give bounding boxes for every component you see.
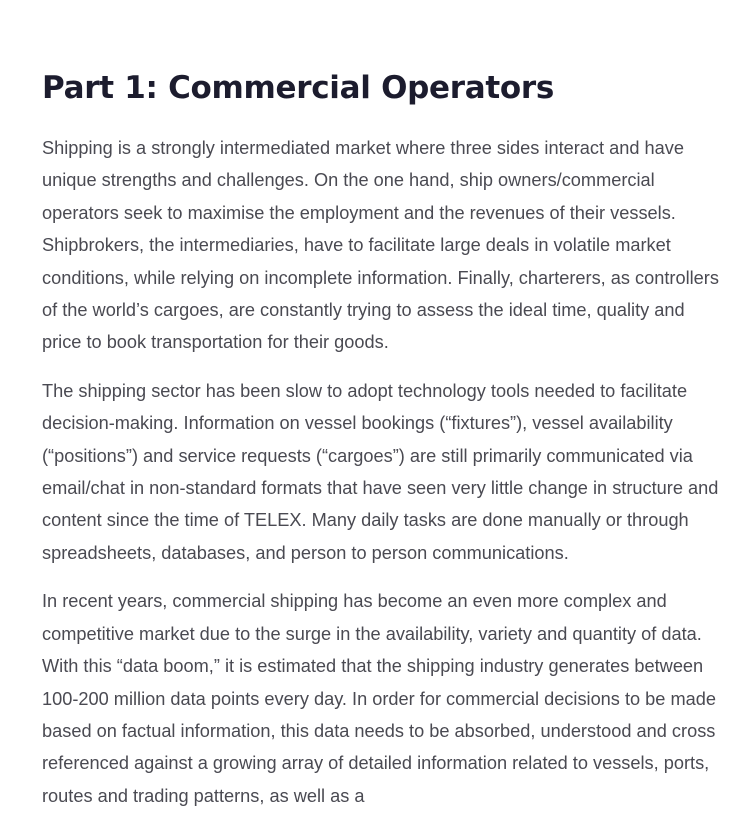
- article-paragraph-1: Shipping is a strongly intermediated market where three sides interact and have unique strengths and challenges. On the one hand, ship owners/commercial operators seek to maximise the employment and the revenues of their vessels. Shipbrokers, the intermediaries, have to facilitate large deals in volatile market conditions, while relying on incomplete information. Finally, charterers, as controllers of the world’s cargoes, are constantly trying to assess the ideal time, quality and price to book transportation for their goods.: [42, 138, 719, 353]
- article-paragraph-3: In recent years, commercial shipping has become an even more complex and competitive market due to the surge in the availability, variety and quantity of data. With this “data boom,” it is estimated that the shipping industry generates between 100-200 million data points every day. In order for commercial decisions to be made based on factual information, this data needs to be absorbed, understood and cross referenced against a growing array of detailed information related to vessels, ports, routes and trading patterns, as well as a: [42, 591, 716, 806]
- article-paragraph-2: The shipping sector has been slow to adopt technology tools needed to facilitate decision-making. Information on vessel bookings (“fixtures”), vessel availability (“positions”) and service requests (“cargoes”) are still primarily communicated via email/chat in non-standard formats that have seen very little change in structure and content since the time of TELEX. Many daily tasks are done manually or through spreadsheets, databases, and person to person communications.: [42, 380, 719, 563]
- article: [42, 66, 728, 828]
- article-title: Part 1: Commercial Operators: [42, 70, 555, 106]
